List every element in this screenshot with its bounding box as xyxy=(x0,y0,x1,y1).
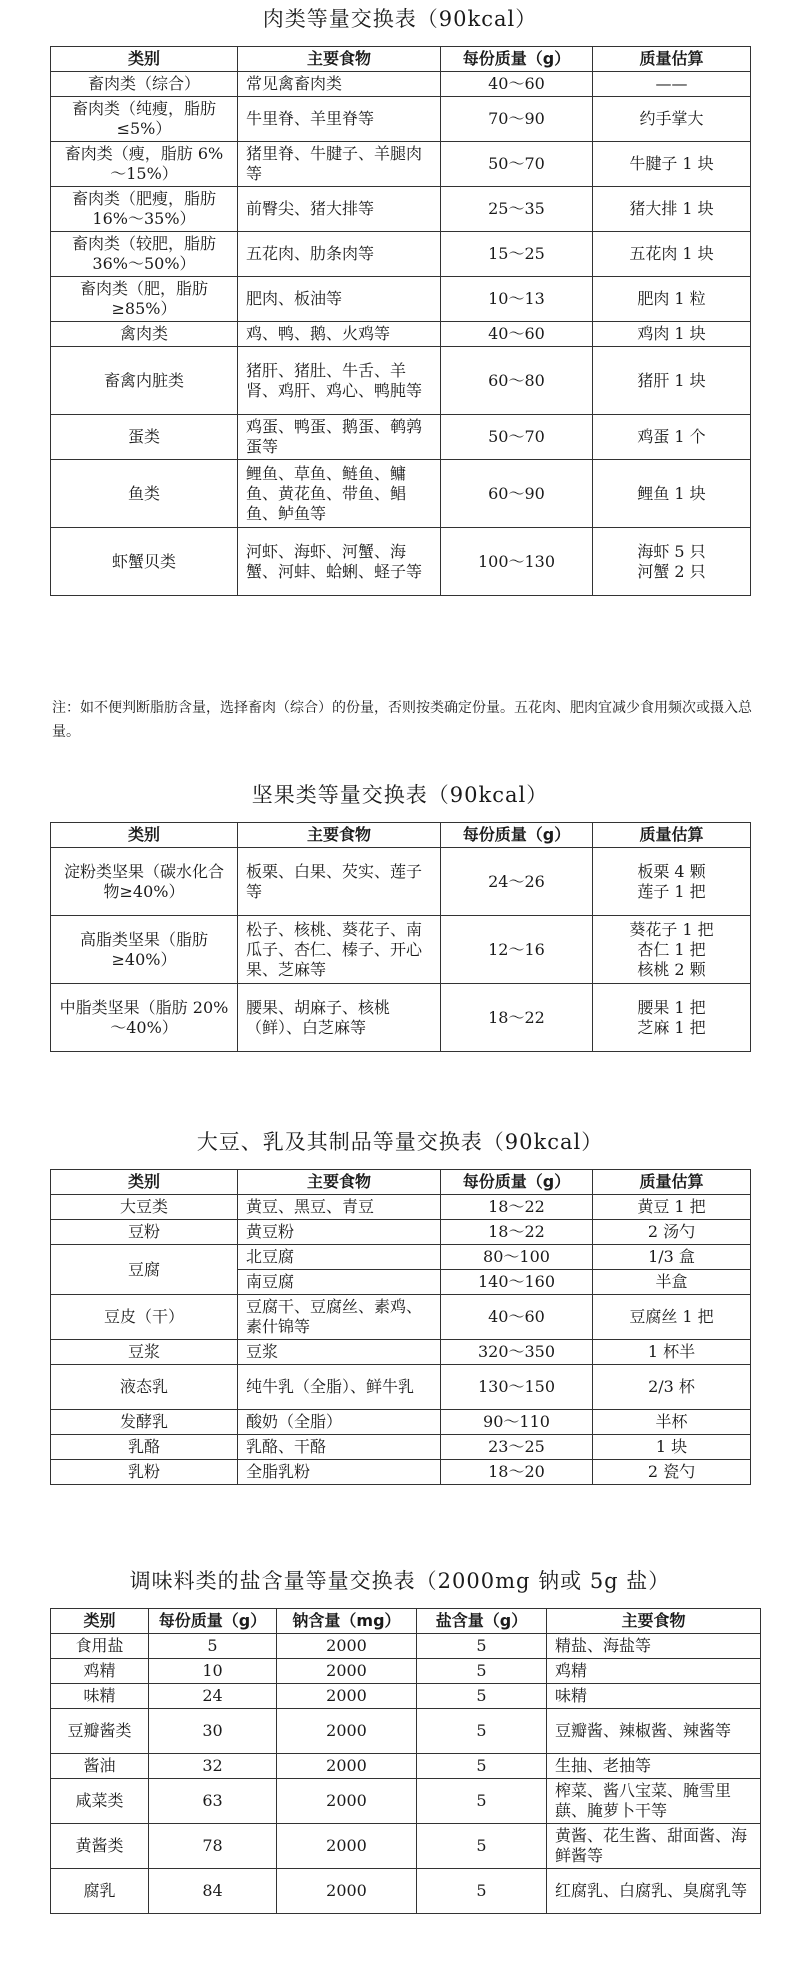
table-cell: 84 xyxy=(149,1869,277,1914)
table-cell: 鸡蛋、鸭蛋、鹅蛋、鹌鹑蛋等 xyxy=(238,415,441,460)
table-cell: 5 xyxy=(149,1634,277,1659)
column-header: 主要食物 xyxy=(547,1609,761,1634)
table-row xyxy=(51,460,751,528)
table-row xyxy=(51,984,751,1052)
column-header: 盐含量（g） xyxy=(417,1609,547,1634)
table-cell: 2/3 杯 xyxy=(593,1365,751,1410)
table-cell: 肥肉 1 粒 xyxy=(593,277,751,322)
table-cell: 黄酱、花生酱、甜面酱、海鲜酱等 xyxy=(547,1824,761,1869)
table-cell: 猪大排 1 块 xyxy=(593,187,751,232)
table-cell: 2000 xyxy=(277,1634,417,1659)
table-cell: 63 xyxy=(149,1779,277,1824)
table-cell: 2000 xyxy=(277,1684,417,1709)
table-cell: 10～13 xyxy=(441,277,593,322)
table-cell: 24 xyxy=(149,1684,277,1709)
table-cell: 320～350 xyxy=(441,1340,593,1365)
table-cell: 豆浆 xyxy=(238,1340,441,1365)
column-header: 每份质量（g） xyxy=(441,1170,593,1195)
table-cell: 板栗 4 颗 莲子 1 把 xyxy=(593,848,751,916)
table-cell: 虾蟹贝类 xyxy=(51,528,238,596)
column-header: 质量估算 xyxy=(593,1170,751,1195)
table-row xyxy=(51,347,751,415)
table-cell: 畜肉类（较肥，脂肪 36%～50%） xyxy=(51,232,238,277)
table-cell: 2 瓷勺 xyxy=(593,1460,751,1485)
table-cell: 2000 xyxy=(277,1824,417,1869)
table-cell: 精盐、海盐等 xyxy=(547,1634,761,1659)
table-cell: 70～90 xyxy=(441,97,593,142)
table-row xyxy=(51,97,751,142)
table-row xyxy=(51,1709,761,1754)
table-cell: 乳酪、干酪 xyxy=(238,1435,441,1460)
table-cell: 鸡蛋 1 个 xyxy=(593,415,751,460)
table-cell: 10 xyxy=(149,1659,277,1684)
soy-dairy-exchange-table xyxy=(50,1169,751,1485)
table-cell: 腰果、胡麻子、核桃（鲜）、白芝麻等 xyxy=(238,984,441,1052)
table-cell: 纯牛乳（全脂）、鲜牛乳 xyxy=(238,1365,441,1410)
table-cell: 乳粉 xyxy=(51,1460,238,1485)
column-header: 类别 xyxy=(51,823,238,848)
column-header: 主要食物 xyxy=(238,47,441,72)
table-cell: 五花肉 1 块 xyxy=(593,232,751,277)
table-cell: 畜肉类（纯瘦，脂肪≤5%） xyxy=(51,97,238,142)
table-cell: 蛋类 xyxy=(51,415,238,460)
table-cell: 15～25 xyxy=(441,232,593,277)
salt-exchange-table xyxy=(50,1608,761,1914)
table-cell: 鲤鱼、草鱼、鲢鱼、鳙鱼、黄花鱼、带鱼、鲳鱼、鲈鱼等 xyxy=(238,460,441,528)
nuts-exchange-table xyxy=(50,822,751,1052)
table-cell: 液态乳 xyxy=(51,1365,238,1410)
table-cell: 味精 xyxy=(51,1684,149,1709)
table-cell: 鸡精 xyxy=(547,1659,761,1684)
table-cell: 5 xyxy=(417,1754,547,1779)
table-cell: 猪肝、猪肚、牛舌、羊肾、鸡肝、鸡心、鸭肫等 xyxy=(238,347,441,415)
table-row xyxy=(51,1659,761,1684)
table-row xyxy=(51,277,751,322)
table-row xyxy=(51,848,751,916)
table-row xyxy=(51,1435,751,1460)
table-cell: 食用盐 xyxy=(51,1634,149,1659)
table-cell: 5 xyxy=(417,1684,547,1709)
column-header: 钠含量（mg） xyxy=(277,1609,417,1634)
table-cell: 豆浆 xyxy=(51,1340,238,1365)
table-cell: 腐乳 xyxy=(51,1869,149,1914)
table-cell: 高脂类坚果（脂肪≥40%） xyxy=(51,916,238,984)
table-cell: 葵花子 1 把 杏仁 1 把 核桃 2 颗 xyxy=(593,916,751,984)
table-cell: 18～20 xyxy=(441,1460,593,1485)
table-row xyxy=(51,528,751,596)
table-cell: —— xyxy=(593,72,751,97)
table-cell: 黄豆粉 xyxy=(238,1220,441,1245)
table-cell: 5 xyxy=(417,1779,547,1824)
table-cell: 23～25 xyxy=(441,1435,593,1460)
table-cell: 18～22 xyxy=(441,1195,593,1220)
table-cell: 约手掌大 xyxy=(593,97,751,142)
column-header: 主要食物 xyxy=(238,1170,441,1195)
table-cell: 豆皮（干） xyxy=(51,1295,238,1340)
table-row xyxy=(51,232,751,277)
table-cell: 猪肝 1 块 xyxy=(593,347,751,415)
table-cell: 南豆腐 xyxy=(238,1270,441,1295)
table-cell: 60～90 xyxy=(441,460,593,528)
table-cell: 18～22 xyxy=(441,984,593,1052)
table-cell: 90～110 xyxy=(441,1410,593,1435)
table-row xyxy=(51,1634,761,1659)
meat-table-note: 注：如不便判断脂肪含量，选择畜肉（综合）的份量，否则按类确定份量。五花肉、肥肉宜减少食用频次或摄入总量。 xyxy=(52,700,752,740)
table-row xyxy=(51,1410,751,1435)
column-header: 每份质量（g） xyxy=(441,823,593,848)
table-cell: 全脂乳粉 xyxy=(238,1460,441,1485)
column-header: 主要食物 xyxy=(238,823,441,848)
table-cell: 猪里脊、牛腱子、羊腿肉等 xyxy=(238,142,441,187)
table-row xyxy=(51,1340,751,1365)
table-cell: 发酵乳 xyxy=(51,1410,238,1435)
table-cell: 2000 xyxy=(277,1869,417,1914)
table-cell: 河虾、海虾、河蟹、海蟹、河蚌、蛤蜊、蛏子等 xyxy=(238,528,441,596)
table-row xyxy=(51,1754,761,1779)
table-cell: 鸡肉 1 块 xyxy=(593,322,751,347)
table-cell: 大豆类 xyxy=(51,1195,238,1220)
table-cell: 鲤鱼 1 块 xyxy=(593,460,751,528)
nuts-table-title: 坚果类等量交换表（90kcal） xyxy=(251,783,549,807)
table-cell: 畜肉类（肥瘦，脂肪 16%～35%） xyxy=(51,187,238,232)
table-cell: 腰果 1 把 芝麻 1 把 xyxy=(593,984,751,1052)
table-cell: 豆腐干、豆腐丝、素鸡、素什锦等 xyxy=(238,1295,441,1340)
table-cell: 酸奶（全脂） xyxy=(238,1410,441,1435)
table-cell: 2 汤勺 xyxy=(593,1220,751,1245)
table-cell: 海虾 5 只 河蟹 2 只 xyxy=(593,528,751,596)
table-row xyxy=(51,322,751,347)
table-cell: 松子、核桃、葵花子、南瓜子、杏仁、榛子、开心果、芝麻等 xyxy=(238,916,441,984)
table-cell: 80～100 xyxy=(441,1245,593,1270)
column-header: 质量估算 xyxy=(593,823,751,848)
table-row xyxy=(51,1195,751,1220)
table-cell: 中脂类坚果（脂肪 20%～40%） xyxy=(51,984,238,1052)
table-cell: 130～150 xyxy=(441,1365,593,1410)
table-cell: 24～26 xyxy=(441,848,593,916)
column-header: 质量估算 xyxy=(593,47,751,72)
table-cell: 豆腐丝 1 把 xyxy=(593,1295,751,1340)
table-cell: 50～70 xyxy=(441,415,593,460)
table-cell: 生抽、老抽等 xyxy=(547,1754,761,1779)
table-cell: 榨菜、酱八宝菜、腌雪里蕻、腌萝卜干等 xyxy=(547,1779,761,1824)
table-cell: 2000 xyxy=(277,1659,417,1684)
table-row xyxy=(51,187,751,232)
table-cell: 5 xyxy=(417,1824,547,1869)
meat-section xyxy=(0,4,800,740)
table-cell: 2000 xyxy=(277,1779,417,1824)
table-cell: 5 xyxy=(417,1869,547,1914)
table-cell: 5 xyxy=(417,1659,547,1684)
table-cell: 5 xyxy=(417,1634,547,1659)
table-cell: 北豆腐 xyxy=(238,1245,441,1270)
table-cell: 五花肉、肋条肉等 xyxy=(238,232,441,277)
salt-section xyxy=(0,1566,800,1900)
table-cell: 豆粉 xyxy=(51,1220,238,1245)
table-cell: 常见禽畜肉类 xyxy=(238,72,441,97)
table-cell: 黄豆 1 把 xyxy=(593,1195,751,1220)
table-cell: 肥肉、板油等 xyxy=(238,277,441,322)
table-row xyxy=(51,1824,761,1869)
table-row xyxy=(51,1869,761,1914)
column-header: 类别 xyxy=(51,1609,149,1634)
table-cell: 18～22 xyxy=(441,1220,593,1245)
table-row xyxy=(51,1295,751,1340)
table-cell: 味精 xyxy=(547,1684,761,1709)
table-cell: 红腐乳、白腐乳、臭腐乳等 xyxy=(547,1869,761,1914)
table-cell: 畜肉类（瘦，脂肪 6%～15%） xyxy=(51,142,238,187)
table-cell: 1 杯半 xyxy=(593,1340,751,1365)
table-cell: 30 xyxy=(149,1709,277,1754)
table-cell: 32 xyxy=(149,1754,277,1779)
table-cell: 50～70 xyxy=(441,142,593,187)
table-row xyxy=(51,1684,761,1709)
table-row xyxy=(51,415,751,460)
table-cell: 40～60 xyxy=(441,322,593,347)
table-cell: 乳酪 xyxy=(51,1435,238,1460)
table-row xyxy=(51,72,751,97)
table-cell: 畜肉类（综合） xyxy=(51,72,238,97)
table-cell: 40～60 xyxy=(441,1295,593,1340)
soy-dairy-table-title: 大豆、乳及其制品等量交换表（90kcal） xyxy=(196,1130,604,1154)
table-row xyxy=(51,1460,751,1485)
table-cell: 咸菜类 xyxy=(51,1779,149,1824)
table-cell: 半盒 xyxy=(593,1270,751,1295)
table-cell: 2000 xyxy=(277,1709,417,1754)
table-row xyxy=(51,916,751,984)
table-cell: 鸡、鸭、鹅、火鸡等 xyxy=(238,322,441,347)
table-cell: 前臀尖、猪大排等 xyxy=(238,187,441,232)
table-cell: 25～35 xyxy=(441,187,593,232)
table-cell: 40～60 xyxy=(441,72,593,97)
table-cell: 1/3 盒 xyxy=(593,1245,751,1270)
meat-table-title: 肉类等量交换表（90kcal） xyxy=(262,7,538,31)
table-cell: 豆瓣酱类 xyxy=(51,1709,149,1754)
table-cell: 黄豆、黑豆、青豆 xyxy=(238,1195,441,1220)
column-header: 每份质量（g） xyxy=(441,47,593,72)
salt-table-title: 调味料类的盐含量等量交换表（2000mg 钠或 5g 盐） xyxy=(129,1569,671,1593)
soy-dairy-section xyxy=(0,1127,800,1481)
table-cell: 豆瓣酱、辣椒酱、辣酱等 xyxy=(547,1709,761,1754)
table-cell: 半杯 xyxy=(593,1410,751,1435)
table-cell: 100～130 xyxy=(441,528,593,596)
table-cell: 禽肉类 xyxy=(51,322,238,347)
column-header: 类别 xyxy=(51,47,238,72)
table-cell: 1 块 xyxy=(593,1435,751,1460)
meat-exchange-table xyxy=(50,46,751,596)
table-cell: 淀粉类坚果（碳水化合物≥40%） xyxy=(51,848,238,916)
table-cell: 板栗、白果、芡实、莲子等 xyxy=(238,848,441,916)
table-cell: 鱼类 xyxy=(51,460,238,528)
column-header: 类别 xyxy=(51,1170,238,1195)
table-cell: 2000 xyxy=(277,1754,417,1779)
table-cell: 12～16 xyxy=(441,916,593,984)
table-cell: 140～160 xyxy=(441,1270,593,1295)
table-cell: 78 xyxy=(149,1824,277,1869)
table-cell: 5 xyxy=(417,1709,547,1754)
table-cell: 牛里脊、羊里脊等 xyxy=(238,97,441,142)
table-cell: 牛腱子 1 块 xyxy=(593,142,751,187)
table-row xyxy=(51,142,751,187)
table-cell: 豆腐 xyxy=(51,1245,238,1295)
table-row xyxy=(51,1779,761,1824)
table-cell: 酱油 xyxy=(51,1754,149,1779)
table-cell: 畜肉类（肥，脂肪≥85%） xyxy=(51,277,238,322)
table-cell: 黄酱类 xyxy=(51,1824,149,1869)
table-cell: 60～80 xyxy=(441,347,593,415)
table-row xyxy=(51,1365,751,1410)
column-header: 每份质量（g） xyxy=(149,1609,277,1634)
table-cell: 鸡精 xyxy=(51,1659,149,1684)
table-row xyxy=(51,1245,751,1270)
table-cell: 畜禽内脏类 xyxy=(51,347,238,415)
nuts-section xyxy=(0,780,800,1037)
table-row xyxy=(51,1220,751,1245)
